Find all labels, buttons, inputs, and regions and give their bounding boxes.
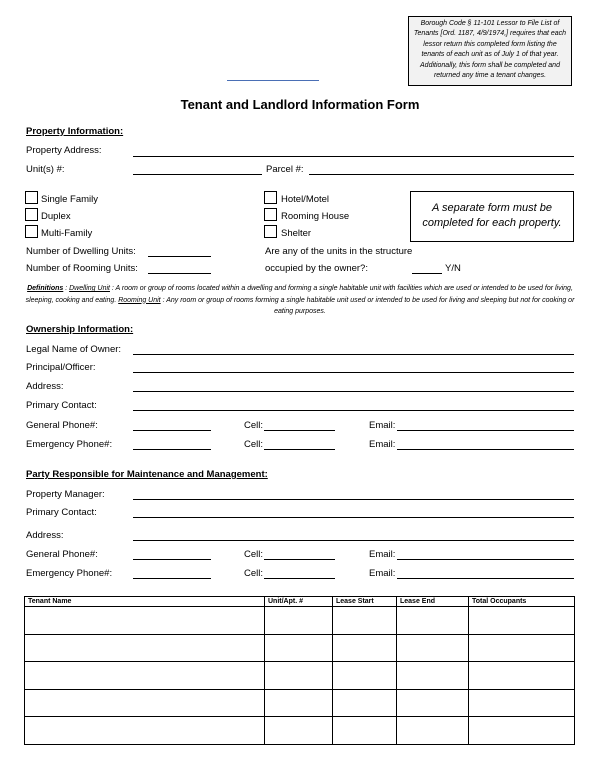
yes-no-label: Y/N	[445, 263, 461, 274]
manager-emergency-phone-field[interactable]	[133, 578, 211, 579]
table-cell[interactable]	[397, 634, 469, 662]
rooming-unit-definition: : Any room or group of rooms forming a single habitable unit used or intended to be used for living and sleeping but not for cooking or eating purposes.	[160, 296, 575, 315]
tenant-table-header	[25, 597, 575, 607]
manager-primary-contact-label: Primary Contact:	[26, 507, 97, 518]
definitions-separator: :	[63, 285, 70, 292]
table-cell[interactable]	[333, 634, 397, 662]
manager-address-field[interactable]	[133, 540, 574, 541]
legal-name-field[interactable]	[133, 354, 574, 355]
principal-label: Principal/Officer:	[26, 362, 96, 373]
single-family-checkbox[interactable]	[25, 191, 38, 204]
owner-emergency-phone-label: Emergency Phone#:	[26, 439, 113, 450]
parcel-field[interactable]	[309, 174, 574, 175]
owner-email-label-1: Email:	[369, 420, 396, 431]
rooming-units-field[interactable]	[148, 273, 211, 274]
owner-occupied-field[interactable]	[412, 273, 442, 274]
owner-emergency-phone-field[interactable]	[133, 449, 211, 450]
dwelling-unit-definition: : A room or group of rooms located within a dwelling and forming a single habitable unit with facilities which are used or intended to be used for living, sleeping, cooking and eating.	[25, 285, 573, 304]
table-cell[interactable]	[333, 662, 397, 690]
table-cell[interactable]	[265, 717, 333, 745]
hotel-motel-checkbox[interactable]	[264, 191, 277, 204]
manager-email-field-1[interactable]	[397, 559, 574, 560]
definitions-label: Definitions	[27, 285, 64, 292]
table-cell[interactable]	[265, 662, 333, 690]
multi-family-label: Multi-Family	[41, 228, 93, 239]
shelter-checkbox[interactable]	[264, 225, 277, 238]
table-cell[interactable]	[333, 607, 397, 635]
rooming-house-checkbox[interactable]	[264, 208, 277, 221]
owner-general-phone-field[interactable]	[133, 430, 211, 431]
property-manager-field[interactable]	[133, 499, 574, 500]
page-title: Tenant and Landlord Information Form	[180, 97, 420, 112]
column-header: Lease End	[397, 597, 469, 607]
duplex-checkbox[interactable]	[25, 208, 38, 221]
ordinance-notice: Borough Code § 11-101 Lessor to File List of Tenants [Ord. 1187, 4/9/1974,] requires that each lessor return this completed form listing the tenants of each unit as of July 1 of that year. Additionally, this form shall be completed and returned any time a tenant changes.	[408, 16, 572, 86]
owner-cell-field-1[interactable]	[264, 430, 335, 431]
table-cell[interactable]	[333, 689, 397, 717]
table-cell[interactable]	[265, 634, 333, 662]
owner-address-field[interactable]	[133, 391, 574, 392]
table-cell[interactable]	[397, 607, 469, 635]
table-cell[interactable]	[25, 607, 265, 635]
owner-cell-label-2: Cell:	[244, 439, 264, 450]
owner-cell-label-1: Cell:	[244, 420, 264, 431]
table-row	[25, 689, 575, 717]
ownership-section-heading: Ownership Information:	[26, 324, 134, 335]
table-cell[interactable]	[397, 689, 469, 717]
maintenance-section-heading: Party Responsible for Maintenance and Management:	[26, 469, 268, 480]
duplex-label: Duplex	[41, 211, 71, 222]
rooming-unit-term: Rooming Unit	[118, 296, 161, 304]
manager-email-label-1: Email:	[369, 549, 396, 560]
dwelling-unit-term: Dwelling Unit	[69, 285, 110, 292]
decorative-rule	[227, 80, 319, 81]
table-cell[interactable]	[469, 689, 575, 717]
owner-primary-contact-label: Primary Contact:	[26, 400, 97, 411]
column-header: Tenant Name	[25, 597, 265, 607]
table-cell[interactable]	[469, 607, 575, 635]
dwelling-units-label: Number of Dwelling Units:	[26, 246, 136, 257]
principal-field[interactable]	[133, 372, 574, 373]
table-cell[interactable]	[265, 689, 333, 717]
hotel-motel-label: Hotel/Motel	[281, 194, 330, 205]
table-cell[interactable]	[25, 634, 265, 662]
manager-email-field-2[interactable]	[397, 578, 574, 579]
property-section-heading: Property Information:	[26, 126, 124, 137]
table-cell[interactable]	[397, 662, 469, 690]
manager-general-phone-label: General Phone#:	[26, 549, 98, 560]
table-row	[25, 717, 575, 745]
property-address-label: Property Address:	[26, 145, 102, 156]
table-cell[interactable]	[469, 634, 575, 662]
shelter-label: Shelter	[281, 228, 312, 239]
owner-email-field-2[interactable]	[397, 449, 574, 450]
table-cell[interactable]	[469, 662, 575, 690]
legal-name-label: Legal Name of Owner:	[26, 344, 122, 355]
owner-address-label: Address:	[26, 381, 64, 392]
table-cell[interactable]	[397, 717, 469, 745]
units-field[interactable]	[133, 174, 262, 175]
column-header: Lease Start	[333, 597, 397, 607]
manager-primary-contact-field[interactable]	[133, 517, 574, 518]
separate-form-note: A separate form must be completed for each property.	[410, 191, 574, 242]
single-family-label: Single Family	[41, 194, 99, 205]
manager-cell-label-2: Cell:	[244, 568, 264, 579]
table-cell[interactable]	[469, 717, 575, 745]
column-header: Total Occupants	[469, 597, 575, 607]
owner-occupied-question-2: occupied by the owner?:	[265, 263, 368, 274]
owner-cell-field-2[interactable]	[264, 449, 335, 450]
table-cell[interactable]	[265, 607, 333, 635]
parcel-label: Parcel #:	[266, 164, 304, 175]
definitions-text	[24, 283, 576, 318]
table-row	[25, 662, 575, 690]
multi-family-checkbox[interactable]	[25, 225, 38, 238]
manager-email-label-2: Email:	[369, 568, 396, 579]
manager-emergency-phone-label: Emergency Phone#:	[26, 568, 113, 579]
manager-cell-label-1: Cell:	[244, 549, 264, 560]
table-cell[interactable]	[25, 662, 265, 690]
owner-email-label-2: Email:	[369, 439, 396, 450]
table-cell[interactable]	[25, 689, 265, 717]
units-label: Unit(s) #:	[26, 164, 65, 175]
owner-occupied-question-1: Are any of the units in the structure	[265, 246, 413, 257]
property-address-field[interactable]	[133, 156, 574, 157]
table-cell[interactable]	[25, 717, 265, 745]
manager-cell-field-2[interactable]	[264, 578, 335, 579]
tenant-table	[24, 596, 575, 745]
manager-general-phone-field[interactable]	[133, 559, 211, 560]
table-row	[25, 634, 575, 662]
dwelling-units-field[interactable]	[148, 256, 211, 257]
table-cell[interactable]	[333, 717, 397, 745]
manager-cell-field-1[interactable]	[264, 559, 335, 560]
manager-address-label: Address:	[26, 530, 64, 541]
table-row	[25, 607, 575, 635]
rooming-units-label: Number of Rooming Units:	[26, 263, 138, 274]
property-manager-label: Property Manager:	[26, 489, 105, 500]
column-header: Unit/Apt. #	[265, 597, 333, 607]
owner-general-phone-label: General Phone#:	[26, 420, 98, 431]
rooming-house-label: Rooming House	[281, 211, 350, 222]
owner-primary-contact-field[interactable]	[133, 410, 574, 411]
owner-email-field-1[interactable]	[397, 430, 574, 431]
